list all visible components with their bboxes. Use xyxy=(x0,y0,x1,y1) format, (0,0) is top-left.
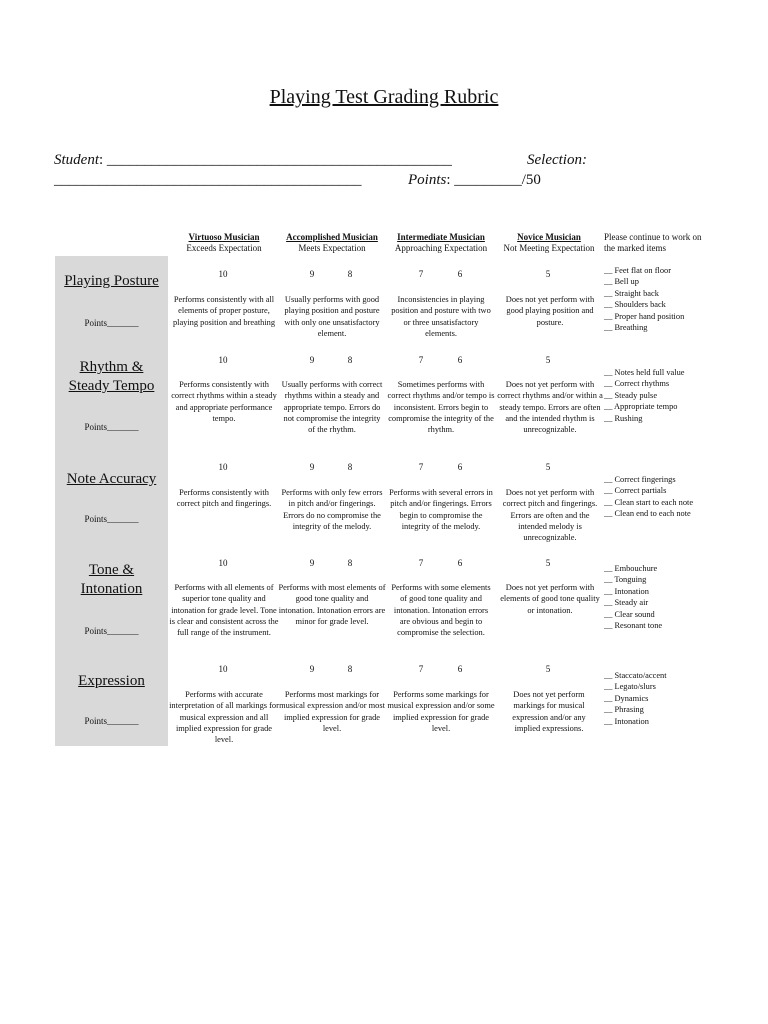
selection-blank: _________________________________________ xyxy=(54,172,362,188)
checklist-item[interactable]: __ Notes held full value xyxy=(604,368,685,377)
score-7: 7 xyxy=(418,355,424,365)
checklist-note-accuracy xyxy=(604,474,693,520)
points-entry[interactable]: Points_______ xyxy=(84,318,139,328)
desc-virtuoso: Performs consistently with correct pitch and fingerings. xyxy=(176,488,272,509)
checklist-item[interactable]: __ Bell up xyxy=(604,277,639,287)
score-5: 5 xyxy=(545,355,551,365)
header-sub: Approaching Expectation xyxy=(394,243,488,253)
points-entry[interactable]: Points_______ xyxy=(84,514,139,524)
checklist-item[interactable]: __ Rushing xyxy=(604,413,643,423)
desc-novice: Does not yet perform with correct rhythms and/or within a steady tempo. Errors are often and the intended rhythm is unrecognizable. xyxy=(497,380,603,435)
score-8: 8 xyxy=(347,664,353,674)
checklist-item[interactable]: __ Steady air xyxy=(604,598,649,608)
desc-virtuoso: Performs consistently with correct rhythms within a steady and appropriate performance tempo. xyxy=(171,380,277,423)
desc-accomplished: Usually performs with correct rhythms within a steady and appropriate tempo. Errors do not compromise the integrity of the rhythm. xyxy=(281,380,383,435)
desc-intermediate: Sometimes performs with correct rhythms and/or tempo is inconsistent. Errors begin to compromise the integrity of the rhythm. xyxy=(387,380,495,435)
checklist-item[interactable]: __ Clear sound xyxy=(604,609,655,619)
score-9: 9 xyxy=(309,462,315,472)
selection-colon: : xyxy=(581,152,587,168)
score-10: 10 xyxy=(218,664,228,674)
score-6: 6 xyxy=(457,269,463,279)
selection-field[interactable] xyxy=(527,152,587,169)
student-label: Student xyxy=(54,152,99,168)
checklist-item[interactable]: __ Feet flat on floor xyxy=(604,266,671,275)
score-6: 6 xyxy=(457,558,463,568)
header-sub: Not Meeting Expectation xyxy=(503,243,595,253)
checklist-item[interactable]: __ Straight back xyxy=(604,288,659,298)
score-10: 10 xyxy=(218,355,228,365)
score-8: 8 xyxy=(347,462,353,472)
header-novice xyxy=(496,232,602,254)
checklist-item[interactable]: __ Intonation xyxy=(604,716,649,726)
desc-accomplished: Usually performs with good playing position and posture with only one unsatisfactory element. xyxy=(284,295,380,338)
student-field[interactable] xyxy=(54,152,452,169)
score-10: 10 xyxy=(218,558,228,568)
checklist-item[interactable]: __ Legato/slurs xyxy=(604,682,656,692)
checklist-item[interactable]: __ Shoulders back xyxy=(604,300,666,310)
checklist-expression xyxy=(604,670,667,727)
score-10: 10 xyxy=(218,462,228,472)
checklist-item[interactable]: __ Resonant tone xyxy=(604,621,663,631)
category-playing-posture: Playing Posture xyxy=(64,273,159,289)
checklist-item[interactable]: __ Correct partials xyxy=(604,486,667,496)
desc-virtuoso: Performs consistently with all elements of proper posture, playing position and breathing xyxy=(172,295,276,327)
continue-note: Please continue to work on the marked items xyxy=(604,232,702,253)
score-9: 9 xyxy=(309,664,315,674)
desc-virtuoso: Performs with all elements of superior tone quality and intonation for grade level. Tone is clear and consistent across the full range of the instrument. xyxy=(169,583,279,638)
header-intermediate xyxy=(386,232,496,254)
score-8: 8 xyxy=(347,269,353,279)
score-7: 7 xyxy=(418,462,424,472)
desc-accomplished: Performs most markings for musical expression and/or most implied expression for grade level. xyxy=(279,690,385,733)
checklist-item[interactable]: __ Correct rhythms xyxy=(604,379,670,389)
score-7: 7 xyxy=(418,558,424,568)
score-9: 9 xyxy=(309,355,315,365)
desc-intermediate: Performs with several errors in pitch and/or fingerings. Errors begin to compromise the integrity of the melody. xyxy=(389,488,493,531)
score-6: 6 xyxy=(457,462,463,472)
student-blank: : ______________________________________________ xyxy=(99,152,452,168)
checklist-item[interactable]: __ Clean end to each note xyxy=(604,509,691,519)
header-level: Virtuoso Musician xyxy=(188,232,260,242)
score-6: 6 xyxy=(457,664,463,674)
header-level: Novice Musician xyxy=(517,232,581,242)
score-5: 5 xyxy=(545,462,551,472)
checklist-item[interactable]: __ Intonation xyxy=(604,586,649,596)
score-5: 5 xyxy=(545,558,551,568)
header-virtuoso xyxy=(170,232,278,254)
desc-accomplished: Performs with most elements of good tone quality and intonation. Intonation errors are minor for grade level. xyxy=(278,583,386,626)
score-9: 9 xyxy=(309,269,315,279)
desc-virtuoso: Performs with accurate interpretation of all markings for musical expression and all implied expression for grade level. xyxy=(169,690,279,745)
checklist-item[interactable]: __ Breathing xyxy=(604,323,648,333)
checklist-item[interactable]: __ Phrasing xyxy=(604,705,644,715)
desc-novice: Does not yet perform markings for musical expression and/or any implied expressions. xyxy=(512,690,586,733)
desc-accomplished: Performs with only few errors in pitch and/or fingerings. Errors do no compromise the integrity of the melody. xyxy=(281,488,383,531)
points-entry[interactable]: Points_______ xyxy=(84,422,139,432)
desc-novice: Does not yet perform with good playing position and posture. xyxy=(505,295,595,327)
score-5: 5 xyxy=(545,269,551,279)
checklist-item[interactable]: __ Proper hand position xyxy=(604,311,685,321)
header-level: Intermediate Musician xyxy=(397,232,485,242)
score-10: 10 xyxy=(218,269,228,279)
desc-intermediate: Inconsistencies in playing position and posture with two or three unsatisfactory elements. xyxy=(391,295,491,338)
points-entry[interactable]: Points_______ xyxy=(84,626,139,636)
checklist-item[interactable]: __ Steady pulse xyxy=(604,390,658,400)
score-8: 8 xyxy=(347,355,353,365)
checklist-item[interactable]: __ Correct fingerings xyxy=(604,475,676,484)
checklist-tone xyxy=(604,563,662,631)
score-7: 7 xyxy=(418,269,424,279)
checklist-item[interactable]: __ Clean start to each note xyxy=(604,497,694,507)
category-rhythm: Rhythm & Steady Tempo xyxy=(68,359,155,394)
desc-novice: Does not yet perform with correct pitch and fingerings. Errors are often and the intended melody is unrecognizable. xyxy=(502,488,598,543)
category-tone: Tone & Intonation xyxy=(80,562,143,597)
page-title: Playing Test Grading Rubric xyxy=(269,86,499,108)
category-expression: Expression xyxy=(78,673,145,689)
score-7: 7 xyxy=(418,664,424,674)
checklist-item[interactable]: __ Appropriate tempo xyxy=(604,402,678,412)
score-5: 5 xyxy=(545,664,551,674)
header-sub: Meets Expectation xyxy=(298,243,366,253)
desc-novice: Does not yet perform with elements of good tone quality or intonation. xyxy=(500,583,600,615)
desc-intermediate: Performs some markings for musical expression and/or some implied expression for grade level. xyxy=(387,690,495,733)
score-9: 9 xyxy=(309,558,315,568)
score-6: 6 xyxy=(457,355,463,365)
checklist-rhythm xyxy=(604,367,684,424)
checklist-posture xyxy=(604,265,684,333)
score-8: 8 xyxy=(347,558,353,568)
header-sub: Exceeds Expectation xyxy=(186,243,262,253)
total-points-field[interactable] xyxy=(408,172,541,189)
points-entry[interactable]: Points_______ xyxy=(84,716,139,726)
header-level: Accomplished Musician xyxy=(286,232,378,242)
checklist-item[interactable]: __ Embouchure xyxy=(604,564,658,573)
desc-intermediate: Performs with some elements of good tone quality and intonation. Intonation errors are obvious and begin to compromise the selection. xyxy=(391,583,491,638)
selection-label: Selection xyxy=(527,152,582,168)
checklist-item[interactable]: __ Dynamics xyxy=(604,693,649,703)
header-accomplished xyxy=(278,232,386,254)
points-label: Points xyxy=(408,172,447,188)
category-note-accuracy: Note Accuracy xyxy=(66,471,157,487)
points-blank: : _________/50 xyxy=(446,172,541,188)
checklist-item[interactable]: __ Tonguing xyxy=(604,575,647,585)
checklist-item[interactable]: __ Staccato/accent xyxy=(604,671,667,680)
